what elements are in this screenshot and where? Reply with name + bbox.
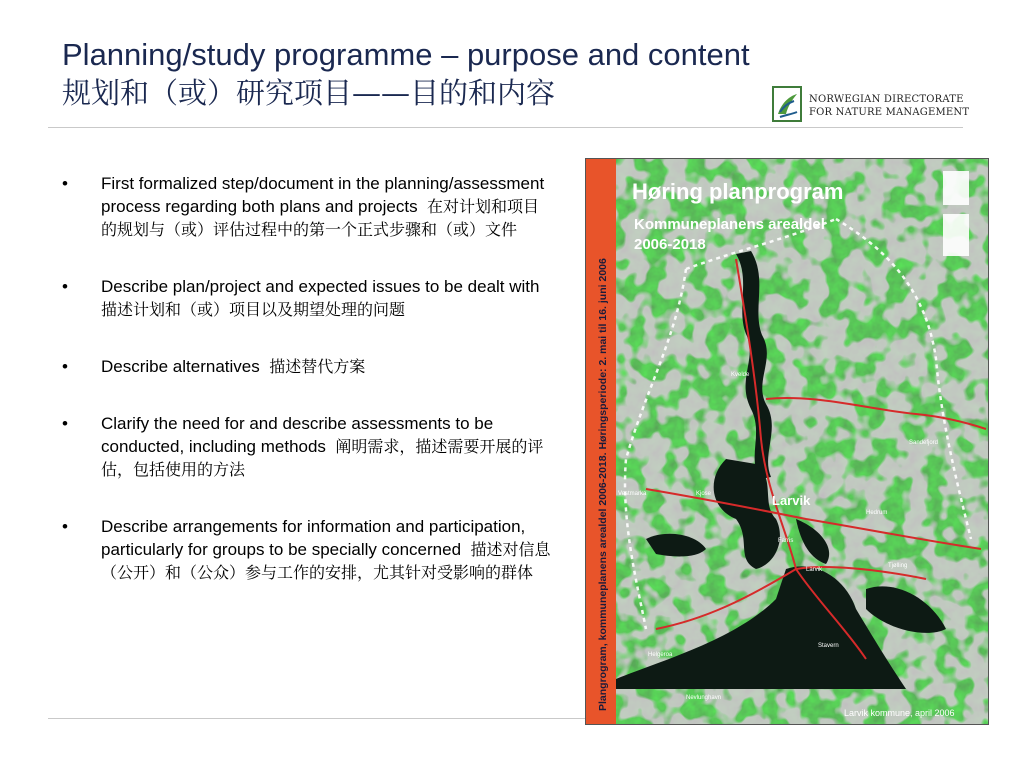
slide-title-english: Planning/study programme – purpose and content — [62, 37, 750, 72]
map-label-hedrum: Hedrum — [866, 510, 888, 516]
map-label-larvik-small: Larvik — [806, 567, 823, 573]
map-label-larvik: Larvik — [772, 493, 811, 508]
map-label-vestmarka: Vestmarka — [618, 491, 647, 497]
bullet-item — [62, 172, 552, 241]
bullet-item — [62, 412, 552, 481]
poster-subheading-1: Kommuneplanens arealdel — [634, 216, 825, 233]
logo-text-line1: NORWEGIAN DIRECTORATE — [809, 94, 964, 105]
bullet-dot: • — [62, 277, 68, 296]
poster-heading: Høring planprogram — [632, 179, 844, 204]
directorate-logo — [772, 86, 972, 124]
bullet-dot: • — [62, 517, 68, 536]
slide-title — [62, 36, 762, 112]
poster-logo-2 — [943, 214, 969, 256]
poster-logo-1 — [943, 171, 969, 205]
bullet-item — [62, 275, 552, 321]
bullet-text-zh: 描述计划和（或）项目以及期望处理的问题 — [101, 300, 406, 319]
map-label-sandefjord: Sandefjord — [909, 440, 939, 446]
footer-divider — [48, 718, 588, 719]
poster-subheading-2: 2006-2018 — [634, 236, 706, 253]
bullet-text-zh: 描述对信息（公开）和（公众）参与工作的安排，尤其针对受影响的群体 — [101, 540, 551, 582]
map-label-helgeroa: Helgeroa — [648, 652, 673, 658]
map-label-kvelde: Kvelde — [731, 372, 750, 378]
poster-footer: Larvik kommune, april 2006 — [844, 708, 955, 718]
bullet-text-zh: 描述替代方案 — [269, 357, 366, 376]
bullet-item — [62, 355, 552, 378]
bullet-dot: • — [62, 357, 68, 376]
hearing-poster-image — [585, 158, 989, 725]
bullet-text-en: Clarify the need for and describe assessments to be conducted, including methods — [101, 414, 494, 456]
map-label-tjolling: Tjølling — [888, 563, 908, 569]
bullet-list — [62, 172, 552, 618]
slide-title-chinese: 规划和（或）研究项目——目的和内容 — [62, 76, 556, 110]
bird-leaf-logo-icon — [772, 86, 802, 122]
logo-text — [809, 93, 969, 119]
bullet-dot: • — [62, 414, 68, 433]
bullet-text-en: Describe plan/project and expected issues to be dealt with — [101, 277, 540, 296]
bullet-text-en: First formalized step/document in the planning/assessment process regarding both plans and projects — [101, 174, 545, 216]
satellite-map — [586, 159, 988, 724]
poster-side-text: Plangrogram, kommuneplanens arealdel 2006-2018. Høringsperiode: 2. mai til 16. juni 2006 — [597, 258, 609, 711]
bullet-text-zh: 在对计划和项目的规划与（或）评估过程中的第一个正式步骤和（或）文件 — [101, 197, 540, 239]
logo-text-line2: FOR NATURE MANAGEMENT — [809, 107, 970, 118]
map-label-nevlunghavn: Nevlunghavn — [686, 695, 722, 701]
bullet-text-en: Describe alternatives — [101, 357, 260, 376]
map-label-farris: Farris — [778, 538, 794, 544]
header-divider — [48, 127, 963, 128]
bullet-dot: • — [62, 174, 68, 193]
map-label-kjose: Kjose — [696, 491, 712, 497]
map-label-stavern: Stavern — [818, 643, 839, 649]
bullet-text-zh: 阐明需求，描述需要开展的评估，包括使用的方法 — [101, 437, 544, 479]
bullet-item — [62, 515, 552, 584]
bullet-text-en: Describe arrangements for information and participation, particularly for groups to be specially concerned — [101, 517, 526, 559]
